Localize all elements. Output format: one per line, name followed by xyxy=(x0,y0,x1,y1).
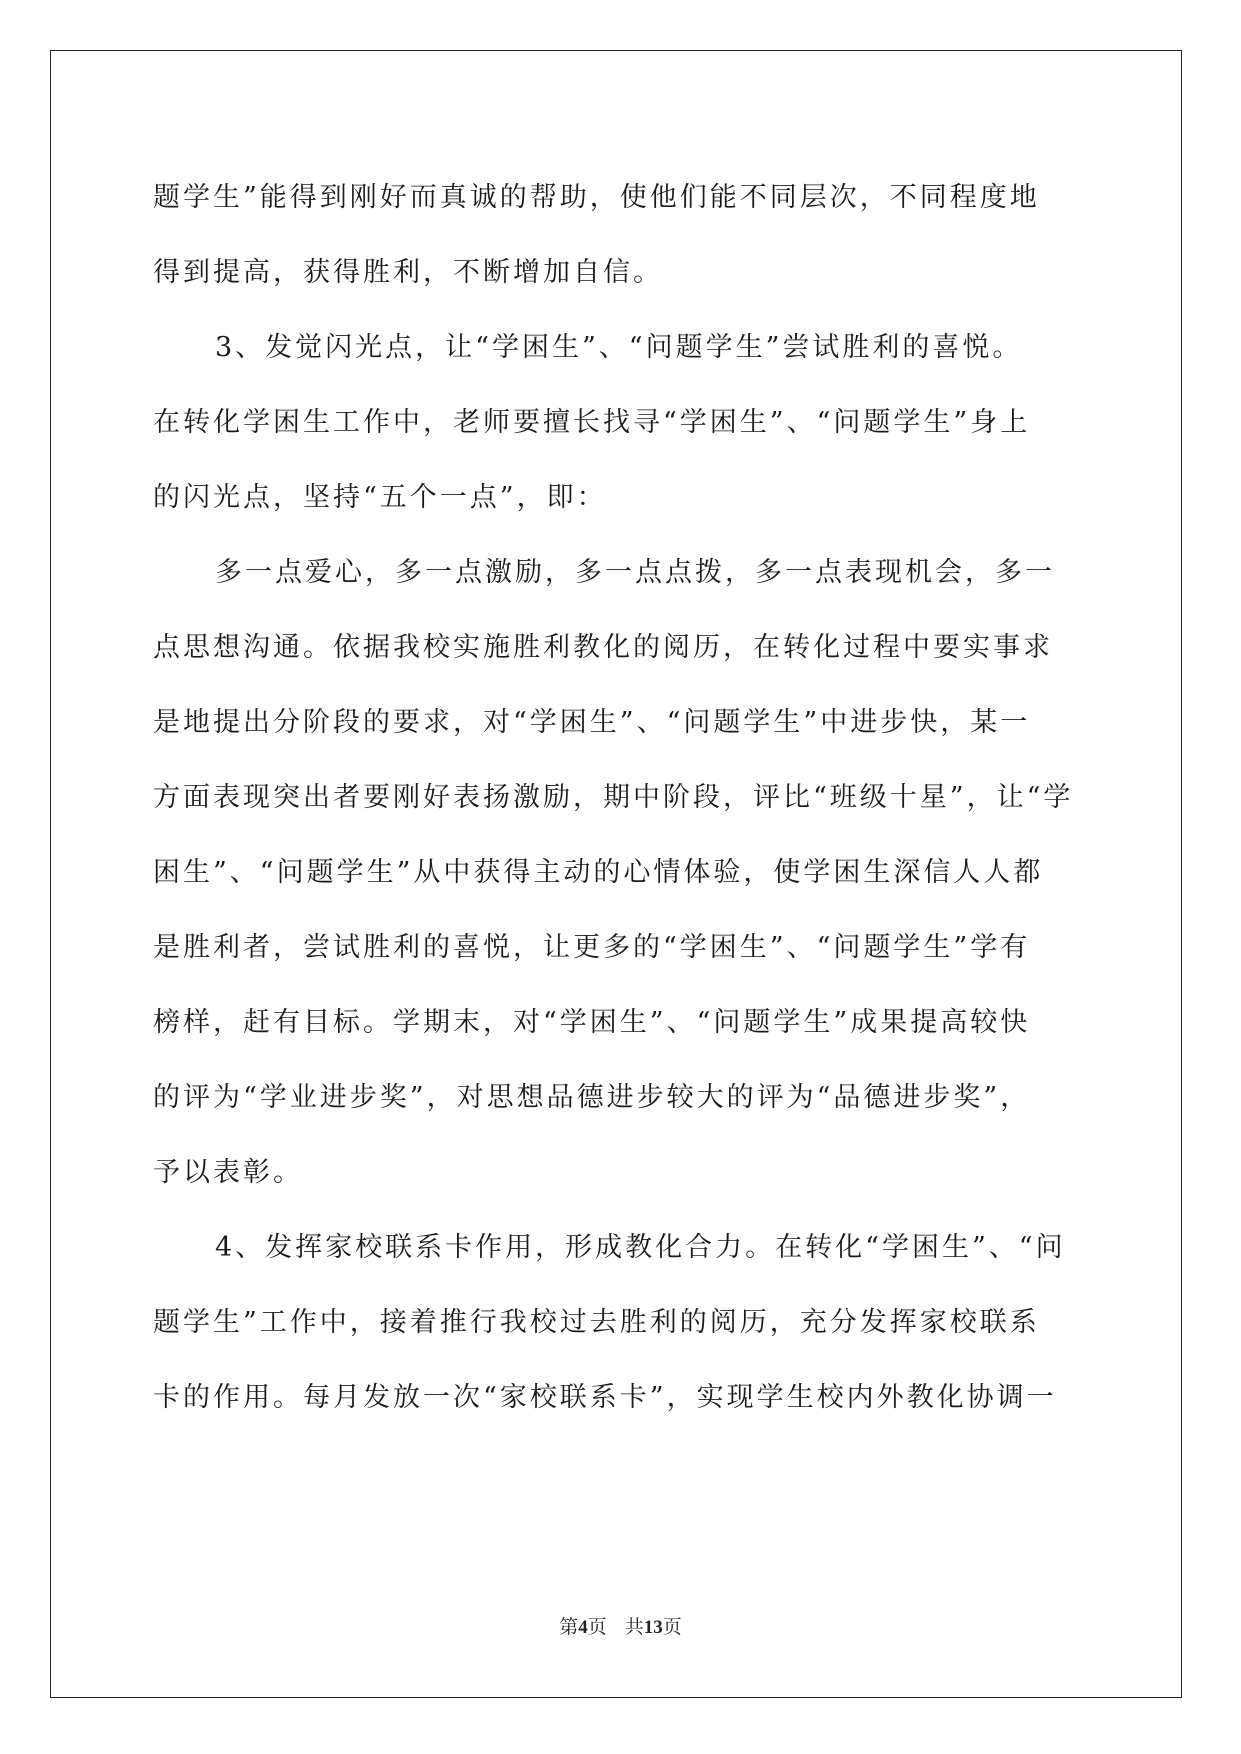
text-line: 榜样，赶有目标。学期末，对“学困生”、“问题学生”成果提高较快 xyxy=(153,1007,1031,1038)
text-line: 4、发挥家校联系卡作用，形成教化合力。在转化“学困生”、“问 xyxy=(215,1232,1066,1263)
text-line: 方面表现突出者要刚好表扬激励，期中阶段，评比“班级十星”，让“学 xyxy=(153,782,1074,813)
page-footer xyxy=(0,1612,1241,1639)
text-line: 的闪光点，坚持“五个一点”，即： xyxy=(153,482,607,513)
text-line: 在转化学困生工作中，老师要擅长找寻“学困生”、“问题学生”身上 xyxy=(153,407,1031,438)
text-line: 是胜利者，尝试胜利的喜悦，让更多的“学困生”、“问题学生”学有 xyxy=(153,932,1031,963)
text-line: 困生”、“问题学生”从中获得主动的心情体验，使学困生深信人人都 xyxy=(153,857,1044,888)
text-line: 的评为“学业进步奖”，对思想品德进步较大的评为“品德进步奖”， xyxy=(153,1082,1031,1113)
text-line: 多一点爱心，多一点激励，多一点点拨，多一点表现机会，多一 xyxy=(215,557,1055,588)
text-line: 是地提出分阶段的要求，对“学困生”、“问题学生”中进步快，某一 xyxy=(153,707,1031,738)
text-line: 题学生”能得到刚好而真诚的帮助，使他们能不同层次，不同程度地 xyxy=(153,182,1040,213)
document-body xyxy=(153,160,1088,1435)
text-line: 3、发觉闪光点，让“学困生”、“问题学生”尝试胜利的喜悦。 xyxy=(215,332,1023,363)
text-line: 卡的作用。每月发放一次“家校联系卡”，实现学生校内外教化协调一 xyxy=(153,1382,1057,1413)
text-line: 予以表彰。 xyxy=(153,1157,303,1188)
text-line: 点思想沟通。依据我校实施胜利教化的阅历，在转化过程中要实事求 xyxy=(153,632,1053,663)
total-suffix: 页 xyxy=(662,1617,682,1638)
total-prefix: 共 xyxy=(624,1617,644,1638)
text-line: 得到提高，获得胜利，不断增加自信。 xyxy=(153,257,663,288)
text-line: 题学生”工作中，接着推行我校过去胜利的阅历，充分发挥家校联系 xyxy=(153,1307,1040,1338)
page-prefix: 第 xyxy=(559,1617,579,1638)
page-number: 4 xyxy=(578,1617,588,1638)
page-suffix: 页 xyxy=(587,1617,607,1638)
total-pages: 13 xyxy=(643,1617,663,1638)
